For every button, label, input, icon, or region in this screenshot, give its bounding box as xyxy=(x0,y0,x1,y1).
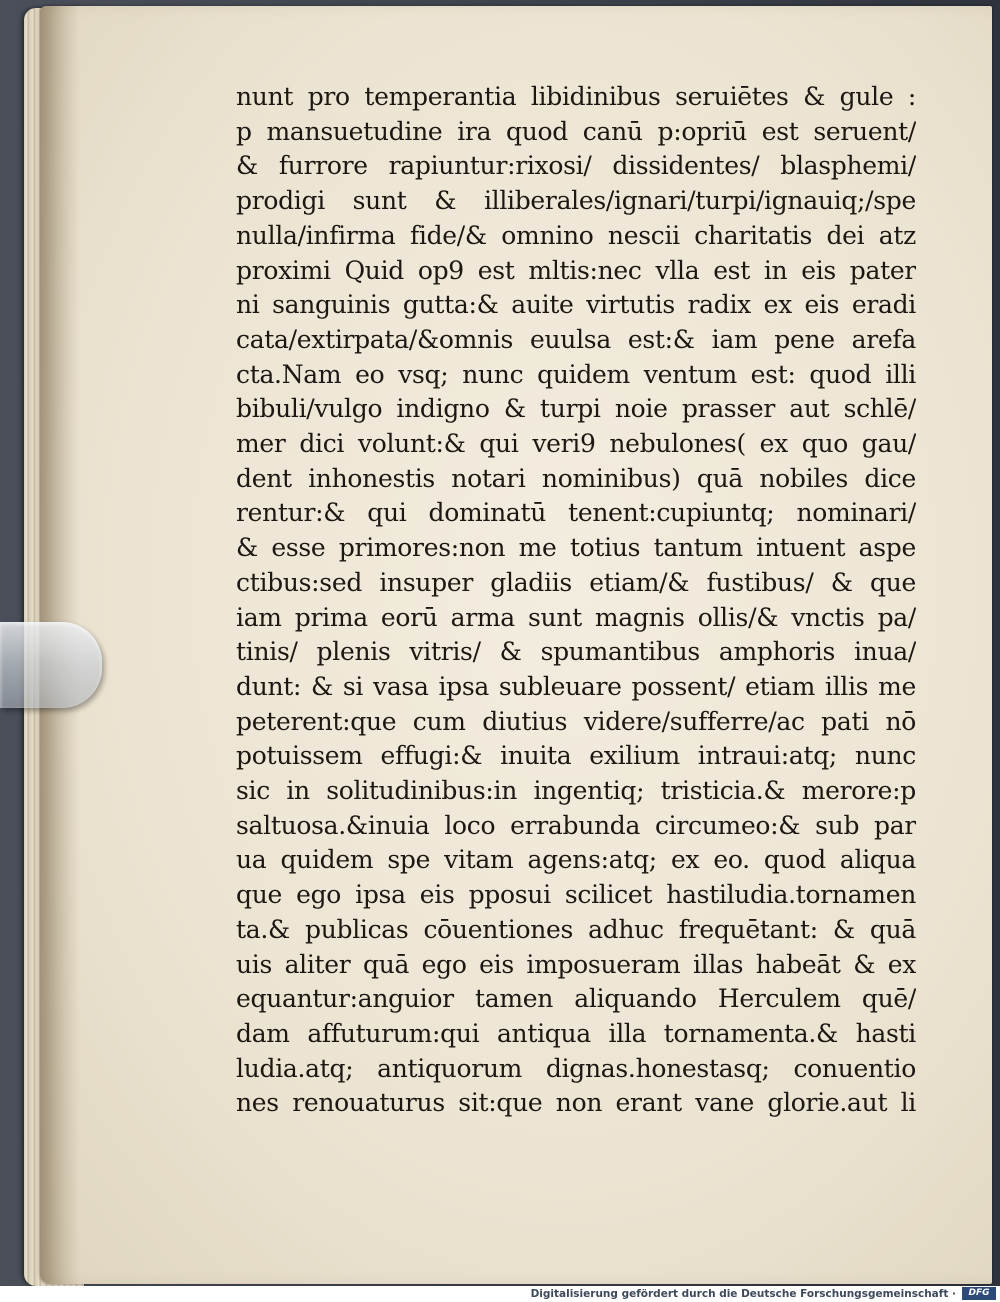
text-line: & esse primores:non me totius tantum intuent aspe xyxy=(236,533,916,563)
text-line: que ego ipsa eis pposui scilicet hastiludia.tornamen xyxy=(236,880,916,910)
text-line: & furrore rapiuntur:rixosi/ dissidentes/ blasphemi/ xyxy=(236,151,916,181)
text-line: tinis/ plenis vitris/ & spumantibus amphoris inua/ xyxy=(236,637,916,667)
text-line: p mansuetudine ira quod canū p:opriū est seruent/ xyxy=(236,116,916,146)
text-line: ua quidem spe vitam agens:atq; ex eo. quod aliqua xyxy=(236,845,916,875)
text-line: dunt: & si vasa ipsa subleuare possent/ etiam illis me xyxy=(236,671,916,701)
text-line: peterent:que cum diutius videre/sufferre/ac pati nō xyxy=(236,706,916,736)
text-line: equantur:anguior tamen aliquando Herculem quē/ xyxy=(236,984,916,1014)
text-line: ludia.atq; antiquorum dignas.honestasq; conuentio xyxy=(236,1053,916,1083)
text-line: bibuli/vulgo indigno & turpi noie prasser aut schlē/ xyxy=(236,394,916,424)
text-line: dam affuturum:qui antiqua illa tornamenta.& hasti xyxy=(236,1018,916,1048)
footer-credit: Digitalisierung gefördert durch die Deutsche Forschungsgemeinschaft · xyxy=(530,1288,956,1300)
text-line: nes renouaturus sit:que non erant vane glorie.aut li xyxy=(236,1088,916,1118)
text-line: mer dici volunt:& qui veri9 nebulones( ex quo gau/ xyxy=(236,429,916,458)
text-line: cta.Nam eo vsq; nunc quidem ventum est: quod illi xyxy=(236,359,916,389)
text-line: iam prima eorū arma sunt magnis ollis/& vnctis pa/ xyxy=(236,602,916,632)
text-line: proximi Quid op9 est mltis:nec vlla est in eis pater xyxy=(236,255,916,285)
text-line: dent inhonestis notari nominibus) quā nobiles dice xyxy=(236,463,916,493)
text-line: nunt pro temperantia libidinibus seruiētes & gule : xyxy=(236,82,916,111)
text-line: saltuosa.&inuia loco errabunda circumeo:& sub par xyxy=(236,810,916,840)
text-line: potuissem effugi:& inuita exilium intraui:atq; nunc xyxy=(236,741,916,771)
text-line: ta.& publicas cōuentiones adhuc frequētant: & quā xyxy=(236,914,916,944)
text-line: rentur:& qui dominatū tenent:cupiuntq; nominari/ xyxy=(236,498,916,528)
dfg-logo: DFG xyxy=(962,1287,996,1300)
body-text xyxy=(236,78,916,1138)
text-line: ctibus:sed insuper gladiis etiam/& fustibus/ & que xyxy=(236,567,916,597)
text-line: cata/extirpata/&omnis euulsa est:& iam pene arefa xyxy=(236,324,916,354)
text-line: sic in solitudinibus:in ingentiq; tristicia.& merore:p xyxy=(236,776,916,805)
text-line: uis aliter quā ego eis imposueram illas habeāt & ex xyxy=(236,949,916,979)
text-line: prodigi sunt & illiberales/ignari/turpi/ignauiq;/spe xyxy=(236,186,916,216)
page-clip xyxy=(0,622,102,708)
text-line: nulla/infirma fide/& omnino nescii charitatis dei atz xyxy=(236,220,916,250)
text-line: ni sanguinis gutta:& auite virtutis radix ex eis eradi xyxy=(236,290,916,320)
